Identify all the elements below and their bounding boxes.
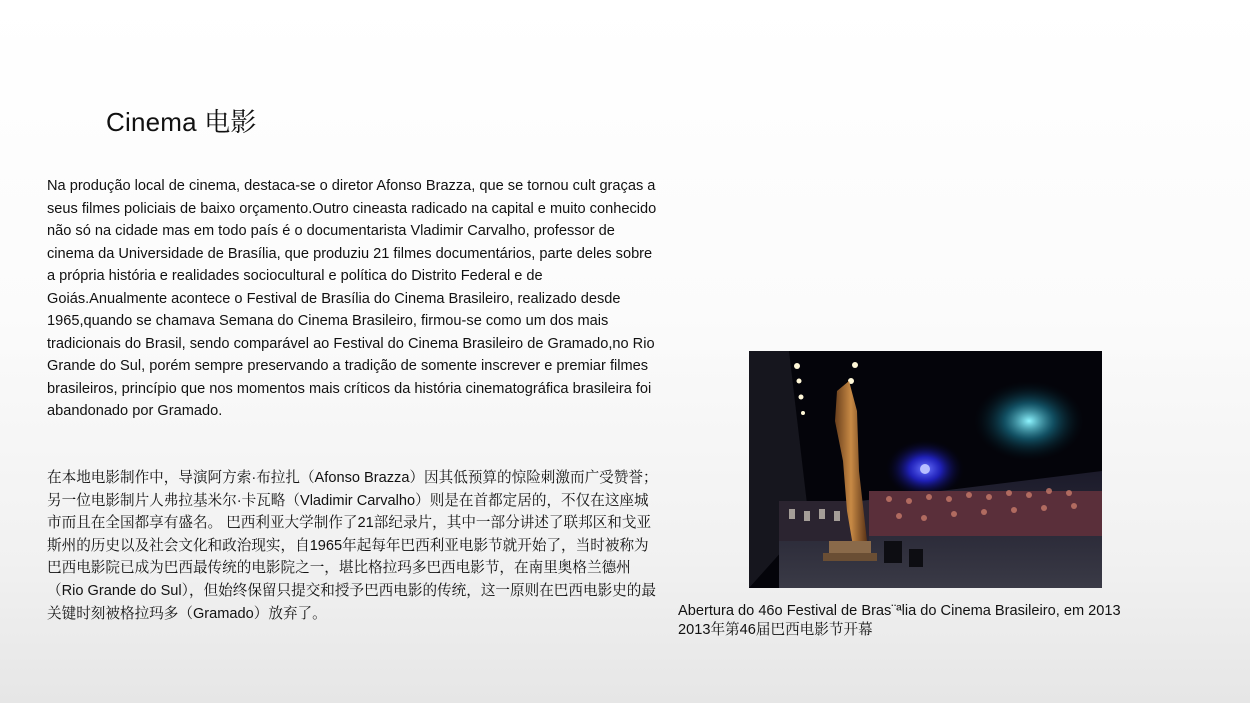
paragraph-chinese: 在本地电影制作中，导演阿方索·布拉扎（Afonso Brazza）因其低预算的惊险刺激而广受赞誉；另一位电影制片人弗拉基米尔·卡瓦略（Vladimir Carvalho）则是在首都定居的，不仅在这座城市而且在全国都享有盛名。 巴西利亚大学制作了21部纪录片，其中一部分讲述了联邦区和戈亚斯州的历史以及社会文化和政治现实，自1965年起每年巴西利亚电影节就开始了，当时被称为 巴西电影院已成为巴西最传统的电影院之一，堪比格拉玛多巴西电影节，在南里奥格兰德州（Rio Grande do Sul），但始终保留只提交和授予巴西电影的传统，这一原则在巴西电影史的最关键时刻被格拉玛多（Gramado）放弃了。 (47, 470, 658, 622)
festival-photo (749, 351, 1102, 588)
slide-title: Cinema 电影 (106, 107, 257, 137)
paragraph-portuguese: Na produção local de cinema, destaca-se o diretor Afonso Brazza, que se tornou cult graças a seus filmes policiais de baixo orçamento.Outro cineasta radicado na capital e muito conhecido não só na cidade mas em todo país é o documentarista Vladimir Carvalho, professor de cinema da Universidade de Brasília, que produziu 21 filmes documentários, parte deles sobre a própria história e realidades sociocultural e política do Distrito Federal e de Goiás.Anualmente acontece o Festival de Brasília do Cinema Brasileiro, realizado desde 1965,quando se chamava Semana do Cinema Brasileiro, firmou-se como um dos mais tradicionais do Brasil, sendo comparável ao Festival do Cinema Brasileiro de Gramado,no Rio Grande do Sul, porém sempre preservando a tradição de somente inscrever e premiar filmes brasileiros, princípio que nos momentos mais críticos da história cinematográfica brasileira foi abandonado por Gramado. (47, 178, 657, 419)
caption-chinese: 2013年第46届巴西电影节开幕 (678, 622, 873, 638)
photo-caption (678, 602, 1238, 640)
caption-portuguese: Abertura do 46o Festival de Bras¨ªlia do Cinema Brasileiro, em 2013 (678, 603, 1121, 619)
